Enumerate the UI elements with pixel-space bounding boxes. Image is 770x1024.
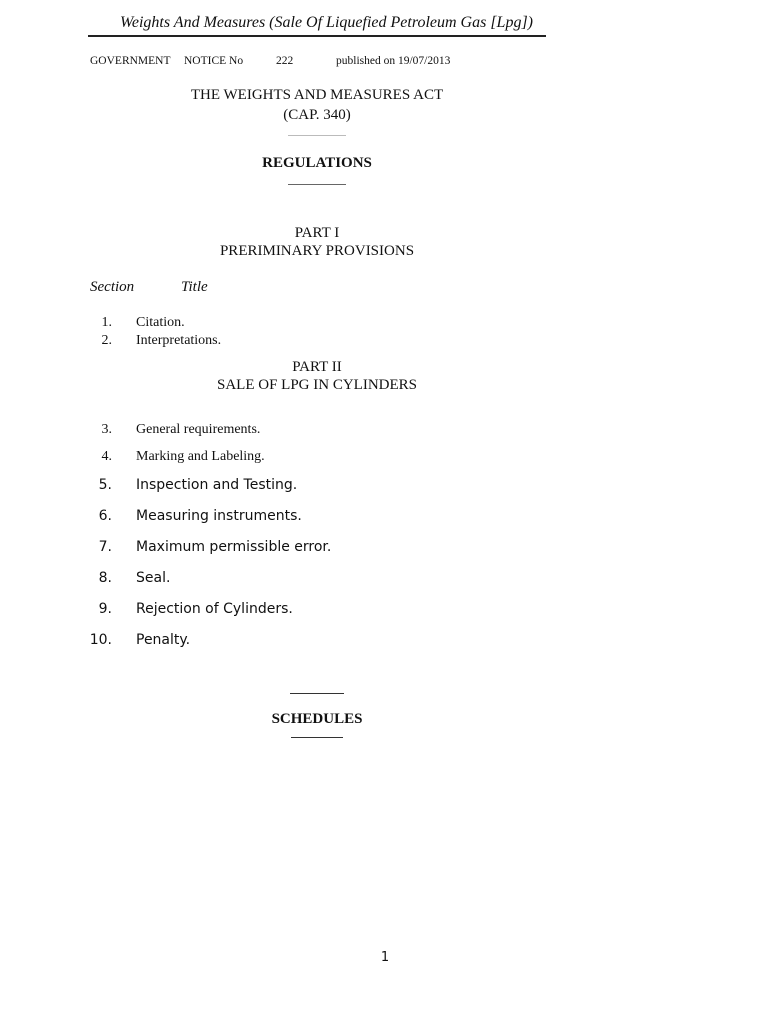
section-column-heading: Section (90, 279, 135, 295)
header-rule (88, 35, 546, 37)
published-date: published on 19/07/2013 (336, 55, 451, 67)
section-title: Seal. (136, 570, 171, 586)
section-title: Measuring instruments. (136, 508, 302, 524)
part2-title: SALE OF LPG IN CYLINDERS (216, 377, 417, 393)
section-title: Maximum permissible error. (136, 539, 332, 555)
section-number: 8. (98, 570, 112, 586)
page-number: 1 (380, 950, 390, 965)
part2-label: PART II (292, 359, 342, 375)
title-column-heading: Title (181, 279, 208, 295)
section-number: 6. (98, 508, 112, 524)
divider-rule (291, 737, 343, 738)
list-item (88, 632, 488, 652)
list-item (88, 449, 488, 467)
section-title: Inspection and Testing. (136, 477, 298, 493)
list-item (88, 477, 488, 497)
list-item (88, 570, 488, 590)
schedules-heading: SCHEDULES (271, 711, 363, 727)
part1-title: PRERIMINARY PROVISIONS (219, 243, 415, 259)
list-item (88, 333, 488, 351)
section-number: 5. (98, 477, 112, 493)
section-number: 7. (98, 539, 112, 555)
list-item (88, 315, 488, 333)
section-number: 2. (101, 333, 112, 348)
divider-rule (288, 184, 346, 185)
section-title: Penalty. (136, 632, 191, 648)
section-number: 3. (101, 422, 112, 437)
section-title: General requirements. (136, 422, 261, 437)
section-title: Citation. (136, 315, 185, 330)
act-cap: (CAP. 340) (283, 107, 351, 123)
list-item (88, 508, 488, 528)
regulations-heading: REGULATIONS (262, 155, 372, 171)
act-title: THE WEIGHTS AND MEASURES ACT (190, 87, 444, 103)
running-header: Weights And Measures (Sale Of Liquefied Petroleum Gas [Lpg]) (120, 14, 534, 31)
list-item (88, 601, 488, 621)
section-number: 10. (89, 632, 112, 648)
government-label: GOVERNMENT (90, 55, 171, 67)
section-number: 9. (98, 601, 112, 617)
list-item (88, 539, 488, 559)
notice-number: 222 (276, 55, 294, 67)
section-title: Marking and Labeling. (136, 449, 265, 464)
divider-rule (288, 135, 346, 136)
divider-rule (290, 693, 344, 694)
notice-no-label: NOTICE No (184, 55, 244, 67)
section-title: Rejection of Cylinders. (136, 601, 293, 617)
part1-label: PART I (294, 225, 340, 241)
section-number: 4. (101, 449, 112, 464)
list-item (88, 422, 488, 440)
section-number: 1. (101, 315, 112, 330)
section-title: Interpretations. (136, 333, 222, 348)
